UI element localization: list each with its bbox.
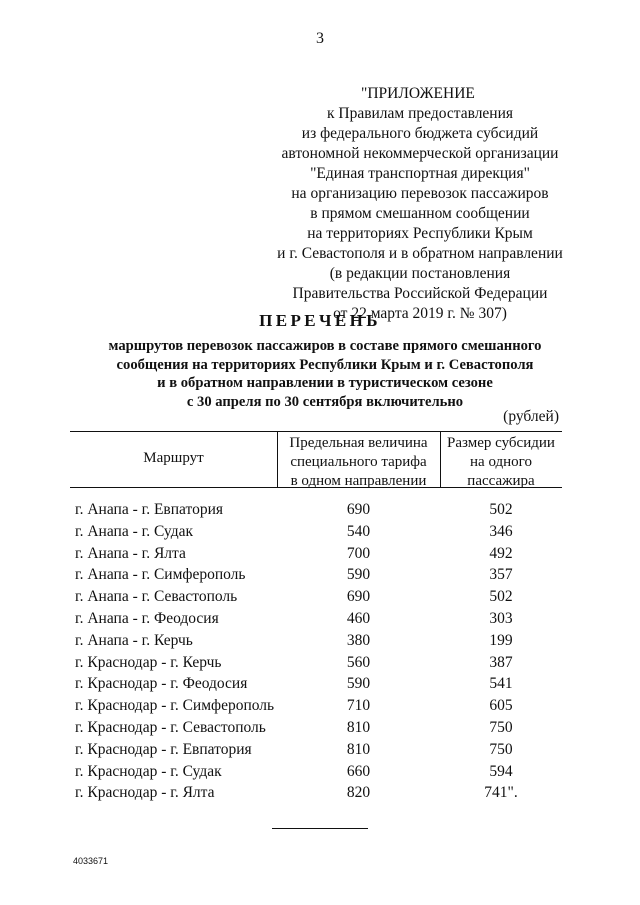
route-cell: г. Анапа - г. Ялта [75,544,186,562]
route-cell: г. Краснодар - г. Керчь [75,653,222,671]
header-tariff-line: Предельная величина [289,435,428,451]
subsidy-cell: 357 [489,566,513,584]
subsidy-cell: 502 [489,588,513,606]
subsidy-cell: 541 [489,675,513,693]
table-row [0,741,640,763]
subsidy-cell: 303 [489,610,513,627]
header-route: Маршрут [143,450,204,466]
currency-unit: (рублей) [503,408,559,425]
appendix-line: "Единая транспортная дирекция" [310,165,530,182]
table-header-top-rule [70,431,562,432]
subsidy-cell: 387 [489,653,513,671]
tariff-cell: 660 [346,762,371,780]
tariff-cell: 810 [346,740,371,758]
table-row [0,763,640,785]
tariff-cell: 460 [346,610,371,627]
subsidy-cell: 199 [489,631,513,649]
subsidy-cell: 492 [489,544,513,562]
appendix-line: Правительства Российской Федерации [292,285,548,302]
table-row [0,784,640,806]
appendix-line: автономной некоммерческой организации [281,145,559,162]
route-cell: г. Анапа - г. Судак [75,522,193,540]
tariff-cell: 820 [346,784,371,802]
list-subtitle [60,337,590,411]
route-cell: г. Анапа - г. Севастополь [75,588,238,606]
appendix-line: и г. Севастополя и в обратном направлении [277,245,563,262]
subsidy-cell: 750 [489,719,513,736]
route-cell: г. Анапа - г. Феодосия [75,610,219,627]
tariff-cell: 590 [346,566,371,584]
subsidy-cell: 605 [489,697,513,715]
appendix-block [255,84,585,324]
subsidy-cell: 750 [489,740,513,758]
subtitle-line: с 30 апреля по 30 сентября включительно [186,393,464,410]
appendix-line: на территориях Республики Крым [307,225,533,242]
document-code: 4033671 [73,856,109,866]
appendix-line: (в редакции постановления [329,265,511,282]
route-cell: г. Краснодар - г. Феодосия [75,675,248,693]
tariff-cell: 690 [346,501,371,518]
appendix-line: из федерального бюджета субсидий [301,125,539,142]
page-number: 3 [316,30,324,47]
header-tariff-line: в одном направлении [290,473,427,489]
table-row [0,719,640,741]
closing-separator [272,828,368,829]
route-cell: г. Анапа - г. Керчь [75,631,193,649]
route-cell: г. Краснодар - г. Севастополь [75,719,266,736]
tariff-cell: 540 [346,522,371,540]
route-cell: г. Краснодар - г. Ялта [75,784,215,802]
tariff-cell: 710 [346,697,371,715]
tariff-cell: 690 [346,588,371,606]
tariff-cell: 810 [346,719,371,736]
subsidy-cell: 594 [489,762,513,780]
subsidy-cell: 502 [489,501,513,518]
tariff-cell: 380 [346,631,371,649]
appendix-line: в прямом смешанном сообщении [310,205,530,222]
appendix-line: на организацию перевозок пассажиров [291,185,549,202]
header-subsidy-line: на одного [470,454,532,470]
route-cell: г. Краснодар - г. Судак [75,762,222,780]
header-subsidy [440,434,562,491]
table-row [0,566,640,588]
subtitle-line: и в обратном направлении в туристическом сезоне [157,375,493,391]
appendix-line: к Правилам предоставления [326,105,514,122]
table-row [0,654,640,676]
route-cell: г. Анапа - г. Симферополь [75,566,246,584]
route-cell: г. Анапа - г. Евпатория [75,501,224,518]
tariff-cell: 700 [346,544,371,562]
header-tariff-line: специального тарифа [290,454,427,470]
table-row [0,523,640,545]
table-row [0,697,640,719]
table-row [0,632,640,654]
subtitle-line: маршрутов перевозок пассажиров в составе прямого смешанного [108,338,542,354]
table-row [0,545,640,567]
tariff-cell: 560 [346,653,371,671]
appendix-title: "ПРИЛОЖЕНИЕ [361,85,475,102]
subtitle-line: сообщения на территориях Республики Крым и г. Севастополя [116,356,534,373]
route-cell: г. Краснодар - г. Симферополь [75,697,275,715]
header-subsidy-line: пассажира [467,473,535,489]
header-subsidy-line: Размер субсидии [447,435,555,451]
header-tariff [277,434,440,491]
subsidy-cell: 346 [489,522,513,540]
appendix-line: от 22 марта 2019 г. № 307) [333,305,507,322]
tariff-cell: 590 [346,675,371,693]
table-row [0,501,640,523]
table-row [0,610,640,632]
table-row [0,588,640,610]
subsidy-cell: 741". [484,784,518,802]
list-title: ПЕРЕЧЕНЬ [259,311,381,330]
route-cell: г. Краснодар - г. Евпатория [75,740,252,758]
table-row [0,675,640,697]
